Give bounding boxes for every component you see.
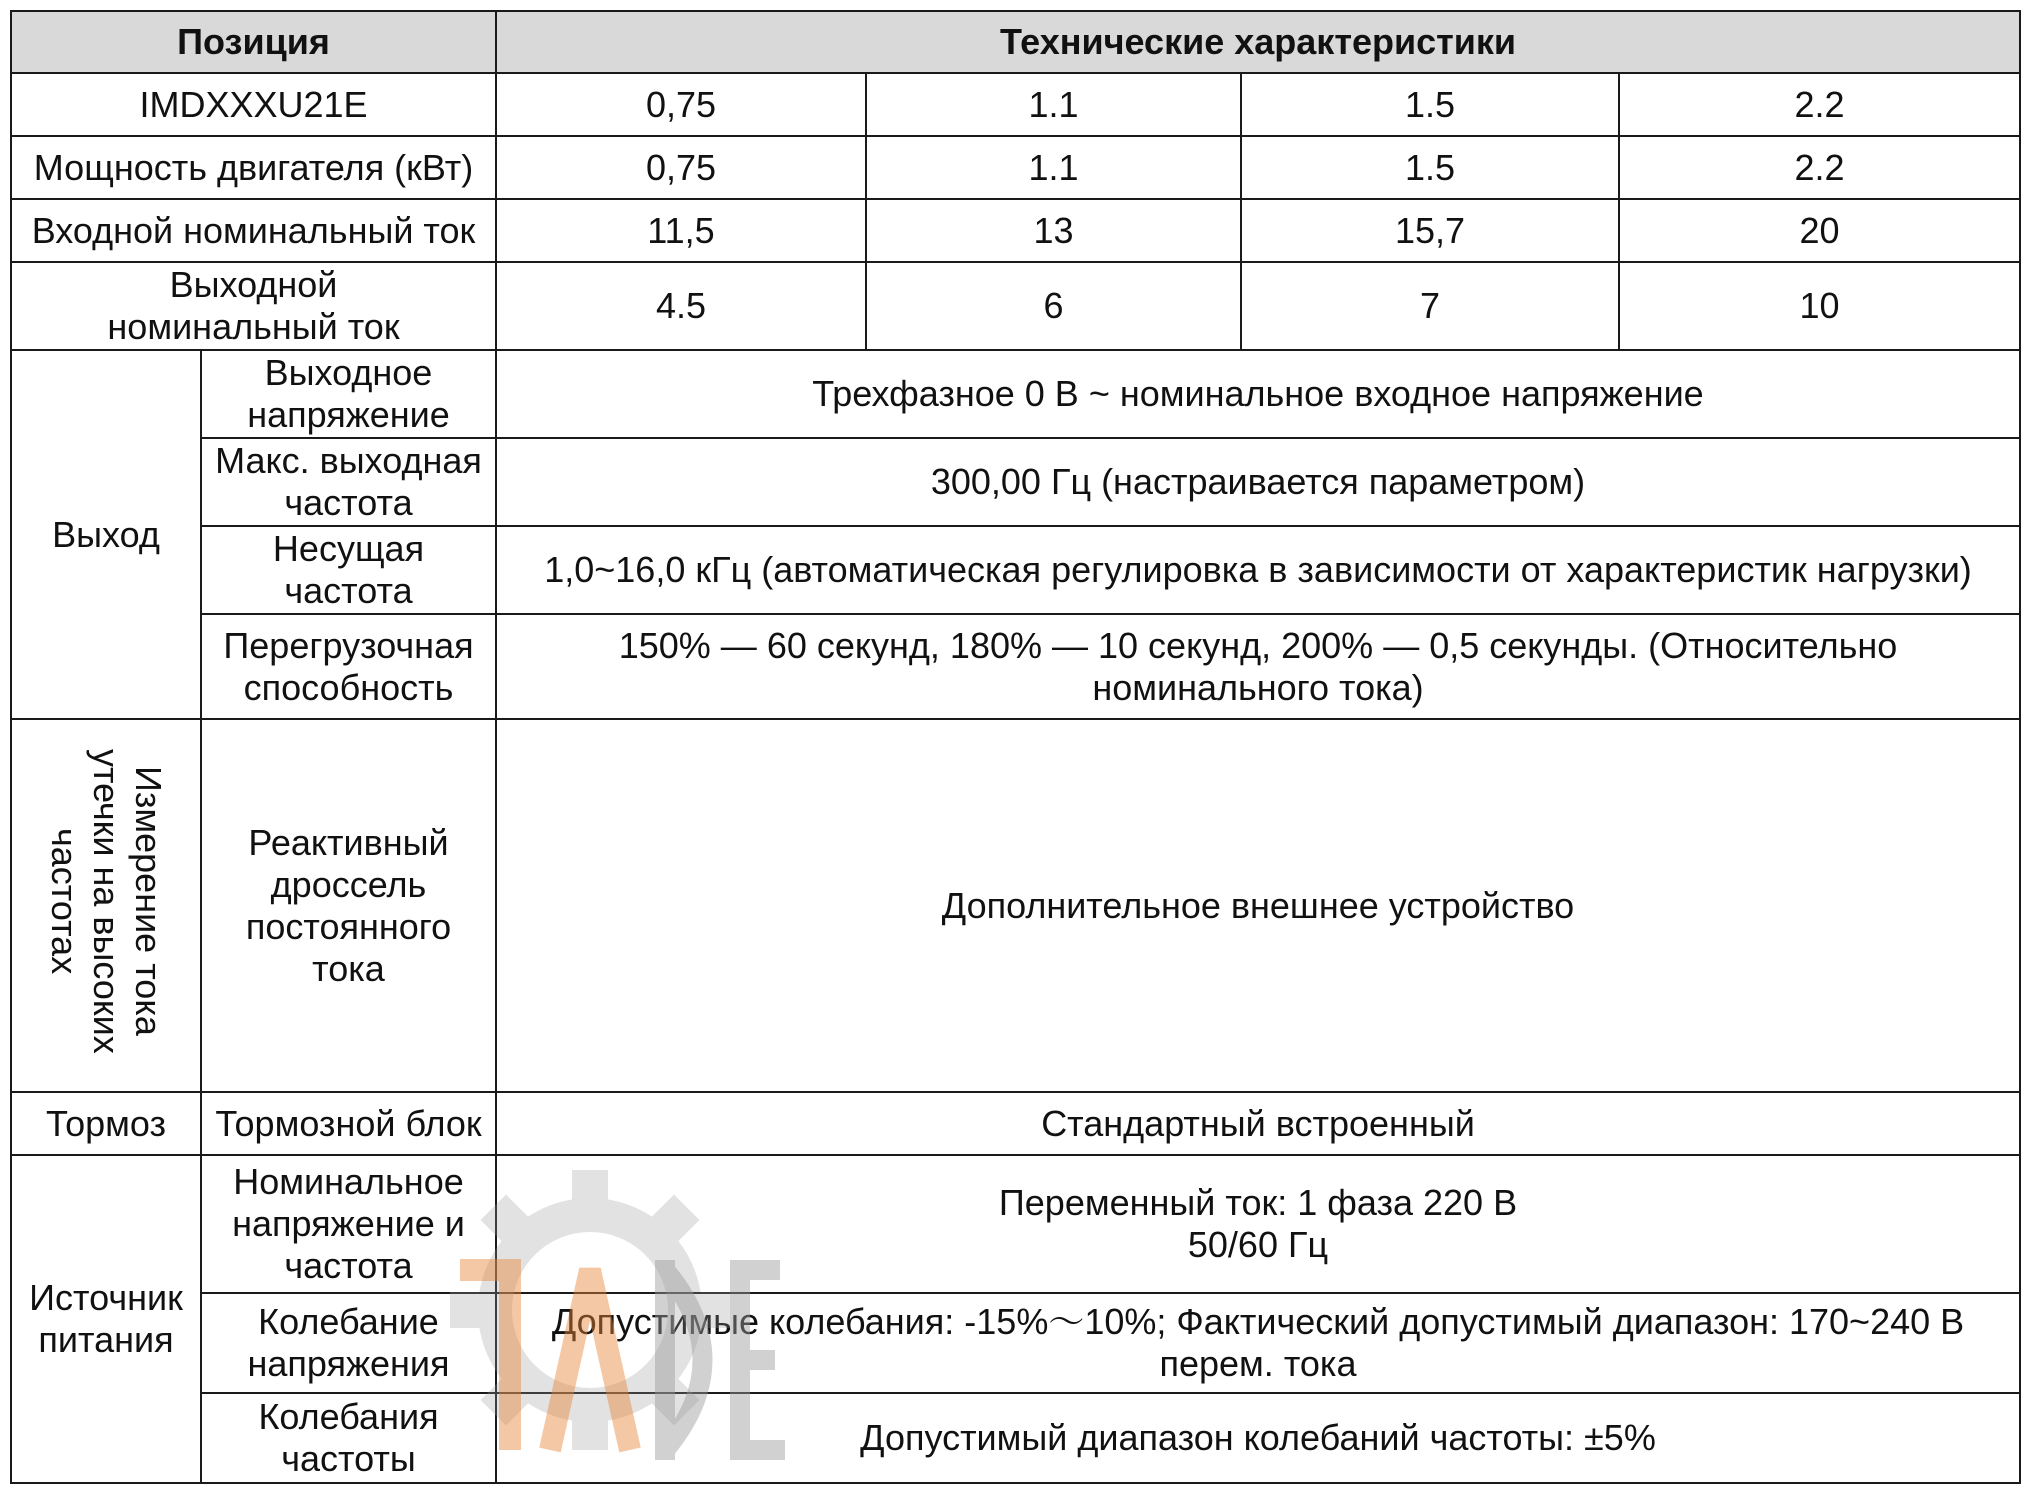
model-row [11, 73, 2020, 136]
power-value: 0,75 [496, 136, 866, 199]
input-current-value: 15,7 [1241, 199, 1619, 262]
carrier-row [11, 526, 2020, 614]
input-current-row [11, 199, 2020, 262]
power-value: 1.5 [1241, 136, 1619, 199]
output-voltage-row [11, 350, 2020, 438]
rated-supply-value [496, 1155, 2020, 1293]
output-voltage-value: Трехфазное 0 В ~ номинальное входное напряжение [496, 350, 2020, 438]
max-freq-value: 300,00 Гц (настраивается параметром) [496, 438, 2020, 526]
input-current-value: 11,5 [496, 199, 866, 262]
reactor-label: Реактивный дроссель постоянного тока [201, 719, 496, 1092]
rated-supply-value-line2: 50/60 Гц [1187, 1224, 1329, 1265]
power-value: 1.1 [866, 136, 1241, 199]
model-value: 1.5 [1241, 73, 1619, 136]
freq-fluct-value: Допустимый диапазон колебаний частоты: ±5% [496, 1393, 2020, 1483]
model-label: IMDXXXU21E [11, 73, 496, 136]
output-current-label: Выходной номинальный ток [11, 262, 496, 350]
output-current-value: 6 [866, 262, 1241, 350]
brake-group-label: Тормоз [11, 1092, 201, 1155]
power-label: Мощность двигателя (кВт) [11, 136, 496, 199]
output-current-value: 7 [1241, 262, 1619, 350]
header-specs: Технические характеристики [496, 11, 2020, 73]
voltage-fluct-row [11, 1293, 2020, 1393]
rated-supply-label: Номинальное напряжение и частота [201, 1155, 496, 1293]
reactor-row [11, 719, 2020, 1092]
input-current-value: 20 [1619, 199, 2020, 262]
overload-row [11, 614, 2020, 719]
model-value: 1.1 [866, 73, 1241, 136]
output-current-row [11, 262, 2020, 350]
freq-fluct-label: Колебания частоты [201, 1393, 496, 1483]
brake-unit-value: Стандартный встроенный [496, 1092, 2020, 1155]
spec-table [10, 10, 2021, 1484]
rated-supply-row [11, 1155, 2020, 1293]
supply-group-label: Источник питания [11, 1155, 201, 1483]
output-voltage-label: Выходное напряжение [201, 350, 496, 438]
model-value: 2.2 [1619, 73, 2020, 136]
carrier-value: 1,0~16,0 кГц (автоматическая регулировка в зависимости от характеристик нагрузки) [496, 526, 2020, 614]
model-value: 0,75 [496, 73, 866, 136]
input-current-label: Входной номинальный ток [11, 199, 496, 262]
brake-row [11, 1092, 2020, 1155]
power-value: 2.2 [1619, 136, 2020, 199]
overload-value: 150% — 60 секунд, 180% — 10 секунд, 200% — 0,5 секунды. (Относительно номинального тока) [496, 614, 2020, 719]
brake-unit-label: Тормозной блок [201, 1092, 496, 1155]
leakage-group-cell [11, 719, 201, 1092]
power-row [11, 136, 2020, 199]
carrier-label: Несущая частота [201, 526, 496, 614]
freq-fluct-row [11, 1393, 2020, 1483]
max-freq-row [11, 438, 2020, 526]
output-current-value: 4.5 [496, 262, 866, 350]
rated-supply-value-line1: Переменный ток: 1 фаза 220 В [998, 1182, 1518, 1223]
input-current-value: 13 [866, 199, 1241, 262]
output-current-value: 10 [1619, 262, 2020, 350]
max-freq-label: Макс. выходная частота [201, 438, 496, 526]
leakage-group-label: Измерение тока утечки на высоких частотах [44, 748, 169, 1054]
voltage-fluct-label: Колебание напряжения [201, 1293, 496, 1393]
output-group-label: Выход [11, 350, 201, 719]
header-position: Позиция [11, 11, 496, 73]
header-row [11, 11, 2020, 73]
reactor-value: Дополнительное внешнее устройство [496, 719, 2020, 1092]
voltage-fluct-value: Допустимые колебания: -15%～10%; Фактический допустимый диапазон: 170~240 В перем. тока [496, 1293, 2020, 1393]
overload-label: Перегрузочная способность [201, 614, 496, 719]
